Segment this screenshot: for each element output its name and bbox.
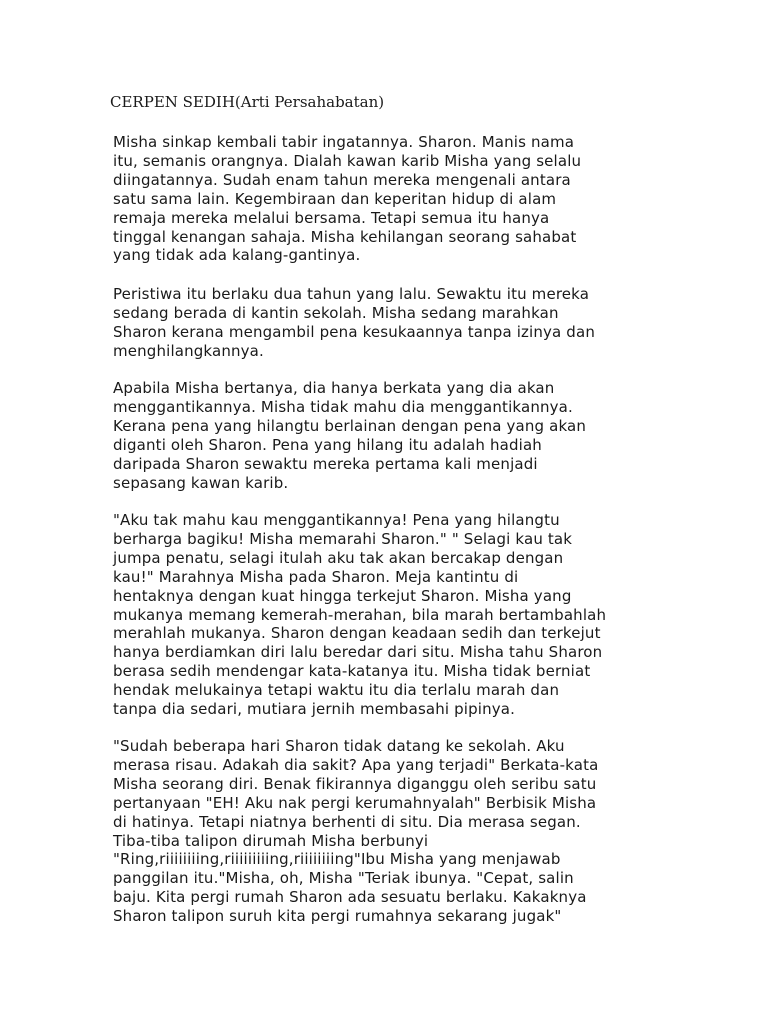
text-line: Apabila Misha bertanya, dia hanya berkata yang dia akan: [113, 379, 555, 397]
text-line: kau!" Marahnya Misha pada Sharon. Meja kantintu di: [113, 567, 519, 586]
text-line: hentaknya dengan kuat hingga terkejut Sharon. Misha yang: [113, 586, 572, 605]
text-line: pertanyaan "EH! Aku nak pergi kerumahnyalah" Berbisik Misha: [113, 793, 597, 812]
text-line: merasa risau. Adakah dia sakit? Apa yang terjadi" Berkata-kata: [113, 755, 599, 774]
text-line: tanpa dia sedari, mutiara jernih membasahi pipinya.: [113, 700, 516, 719]
document-title: CERPEN SEDIH(Arti Persahabatan): [110, 93, 385, 111]
text-line: daripada Sharon sewaktu mereka pertama kali menjadi: [113, 454, 538, 473]
text-line: tinggal kenangan sahaja. Misha kehilangan seorang sahabat: [113, 227, 577, 246]
text-line: berasa sedih mendengar kata-katanya itu. Misha tidak berniat: [113, 662, 591, 681]
text-line: Peristiwa itu berlaku dua tahun yang lalu. Sewaktu itu mereka: [113, 285, 590, 303]
paragraph-4: [113, 511, 606, 719]
paragraph-3: [113, 379, 586, 492]
text-line: baju. Kita pergi rumah Sharon ada sesuatu berlaku. Kakaknya: [113, 888, 587, 907]
text-line: yang tidak ada kalang-gantinya.: [113, 246, 361, 265]
text-line: itu, semanis orangnya. Dialah kawan karib Misha yang selalu: [113, 151, 582, 170]
text-line: berharga bagiku! Misha memarahi Sharon." " Selagi kau tak: [113, 529, 573, 548]
text-line: satu sama lain. Kegembiraan dan keperitan hidup di alam: [113, 189, 557, 208]
text-line: merahlah mukanya. Sharon dengan keadaan sedih dan terkejut: [113, 624, 601, 643]
text-line: hendak melukainya tetapi waktu itu dia terlalu marah dan: [113, 681, 560, 700]
paragraph-5: [113, 737, 598, 926]
text-line: panggilan itu."Misha, oh, Misha "Teriak ibunya. "Cepat, salin: [113, 869, 574, 888]
text-line: sedang berada di kantin sekolah. Misha sedang marahkan: [113, 303, 559, 322]
text-line: Sharon talipon suruh kita pergi rumahnya sekarang jugak": [113, 907, 562, 926]
text-line: sepasang kawan karib.: [113, 473, 289, 492]
text-line: Sharon kerana mengambil pena kesukaannya tanpa izinya dan: [113, 322, 595, 341]
text-line: di hatinya. Tetapi niatnya berhenti di situ. Dia merasa segan.: [113, 812, 581, 831]
text-line: "Sudah beberapa hari Sharon tidak datang ke sekolah. Aku: [113, 737, 565, 755]
text-line: diganti oleh Sharon. Pena yang hilang itu adalah hadiah: [113, 435, 542, 454]
text-line: Misha seorang diri. Benak fikirannya diganggu oleh seribu satu: [113, 774, 597, 793]
text-line: Kerana pena yang hilangtu berlainan dengan pena yang akan: [113, 416, 587, 435]
paragraph-2: [113, 285, 595, 361]
text-line: "Aku tak mahu kau menggantikannya! Pena yang hilangtu: [113, 511, 560, 529]
text-line: remaja mereka melalui bersama. Tetapi semua itu hanya: [113, 208, 550, 227]
paragraph-1: [113, 133, 581, 265]
text-line: mukanya memang kemerah-merahan, bila marah bertambahlah: [113, 605, 607, 624]
text-line: menggantikannya. Misha tidak mahu dia menggantikannya.: [113, 397, 573, 416]
text-line: Misha sinkap kembali tabir ingatannya. Sharon. Manis nama: [113, 133, 575, 151]
text-line: "Ring,riiiiiiiing,riiiiiiiiing,riiiiiiiing"Ibu Misha yang menjawab: [113, 850, 561, 869]
text-line: menghilangkannya.: [113, 341, 264, 360]
text-line: hanya berdiamkan diri lalu beredar dari situ. Misha tahu Sharon: [113, 643, 603, 662]
text-line: Tiba-tiba talipon dirumah Misha berbunyi: [113, 831, 429, 850]
text-line: jumpa penatu, selagi itulah aku tak akan bercakap dengan: [113, 548, 564, 567]
text-line: diingatannya. Sudah enam tahun mereka mengenali antara: [113, 170, 571, 189]
